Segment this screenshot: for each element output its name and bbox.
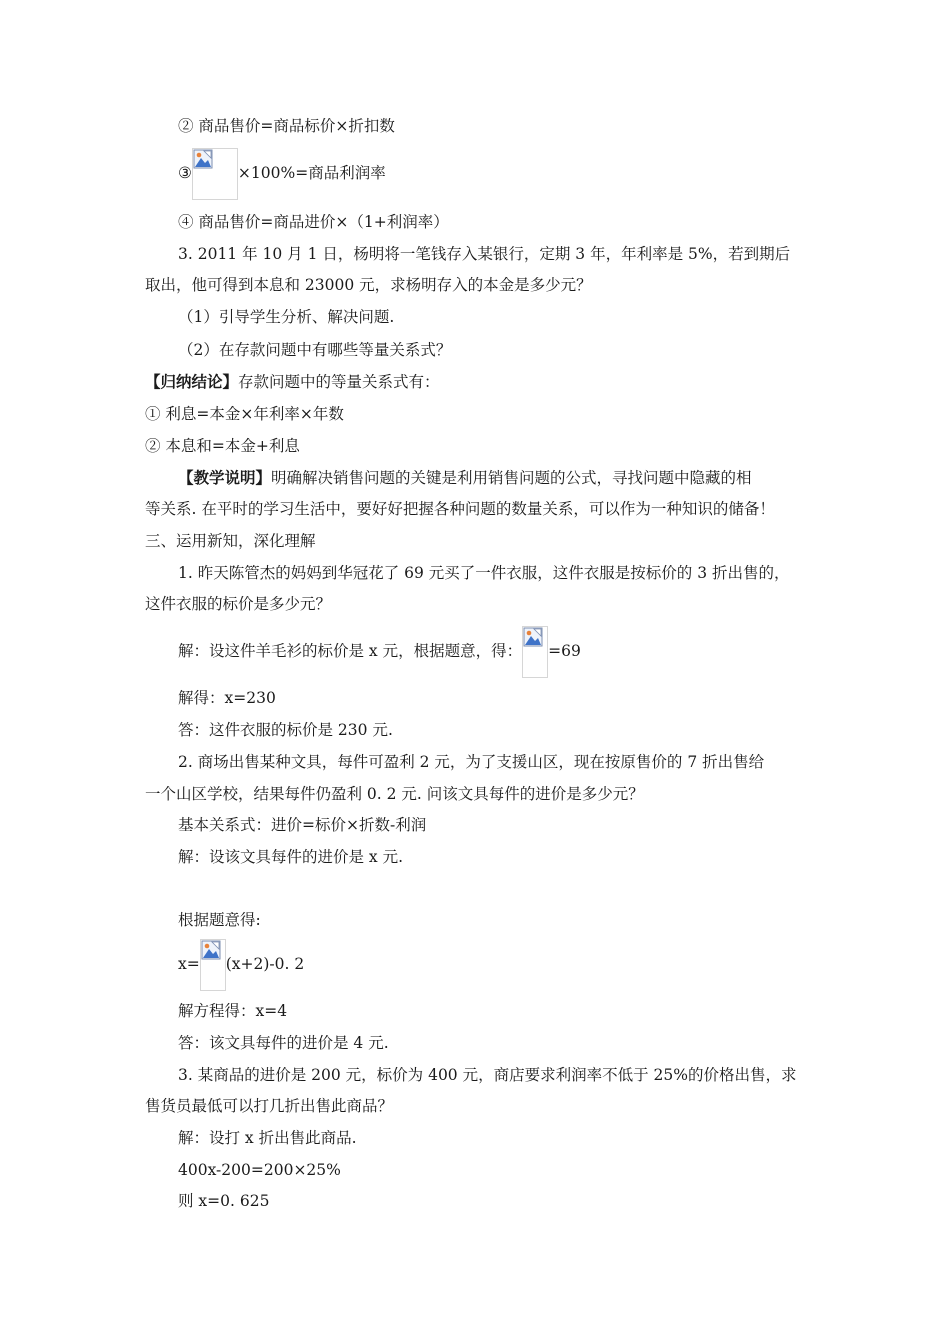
teaching-note-line-1 [178, 468, 752, 488]
conclusion-text: 存款问题中的等量关系式有： [238, 373, 440, 391]
formula-image [200, 939, 226, 991]
teaching-note-tag: 【教学说明】 [178, 468, 272, 487]
exercise-2-equation-intro: 根据题意得: [178, 911, 261, 929]
broken-image-icon [201, 940, 221, 960]
exercise-1-result: 解得：x=230 [178, 689, 276, 707]
problem-3-line-2: 取出，他可得到本息和 23000 元，求杨明存入的本金是多少元？ [145, 276, 592, 294]
exercise-1-answer: 答：这件衣服的标价是 230 元. [178, 721, 393, 739]
formula-image [192, 148, 238, 200]
teaching-note-line-2: 等关系. 在平时的学习生活中，要好好把握各种问题的数量关系，可以作为一种知识的储备！ [145, 500, 775, 518]
solution-equals: =69 [548, 642, 581, 660]
formula-interest: ① 利息=本金×年利率×年数 [145, 405, 344, 423]
equation-rhs: (x+2)-0. 2 [225, 955, 305, 973]
formula-image [522, 626, 548, 678]
exercise-1-line-1: 1. 昨天陈管杰的妈妈到华冠花了 69 元买了一件衣服，这件衣服是按标价的 3 折出售的， [178, 564, 790, 582]
formula-sale-price: ② 商品售价=商品标价×折扣数 [178, 117, 395, 135]
formula-sale-price-cost: ④ 商品售价=商品进价×（1+利润率） [178, 213, 449, 231]
conclusion-tag: 【归纳结论】 [145, 372, 239, 391]
exercise-2-line-1: 2. 商场出售某种文具，每件可盈利 2 元，为了支援山区，现在按原售价的 7 折出售给 [178, 753, 765, 771]
exercise-2-equation [178, 938, 304, 991]
conclusion-heading [145, 372, 440, 392]
formula-principal-interest: ② 本息和=本金+利息 [145, 437, 300, 455]
exercise-2-relation: 基本关系式：进价=标价×折数-利润 [178, 816, 427, 834]
exercise-1-line-2: 这件衣服的标价是多少元？ [145, 595, 332, 613]
circled-number: ③ [178, 164, 192, 182]
exercise-2-answer: 答：该文具每件的进价是 4 元. [178, 1034, 389, 1052]
exercise-2-result: 解方程得：x=4 [178, 1002, 288, 1020]
guide-item-1: （1）引导学生分析、解决问题. [178, 308, 395, 326]
exercise-3-line-2: 售货员最低可以打几折出售此商品？ [145, 1097, 394, 1115]
exercise-2-line-2: 一个山区学校，结果每件仍盈利 0. 2 元. 问该文具每件的进价是多少元？ [145, 785, 644, 803]
exercise-2-solution: 解：设该文具每件的进价是 x 元. [178, 848, 404, 866]
exercise-3-solution: 解：设打 x 折出售此商品. [178, 1129, 357, 1147]
solution-text: 解：设这件羊毛衫的标价是 x 元，根据题意，得： [178, 642, 523, 660]
formula-profit-rate [178, 147, 386, 200]
teaching-note-text: 明确解决销售问题的关键是利用销售问题的公式，寻找问题中隐藏的相 [271, 469, 752, 487]
problem-3-line-1: 3. 2011 年 10 月 1 日，杨明将一笔钱存入某银行，定期 3 年，年利率是 5%，若到期后 [178, 245, 791, 263]
guide-item-2: （2）在存款问题中有哪些等量关系式？ [178, 341, 452, 359]
broken-image-icon [193, 149, 213, 169]
section-heading: 三、运用新知，深化理解 [145, 532, 316, 550]
exercise-3-equation: 400x-200=200×25% [178, 1161, 341, 1179]
broken-image-icon [523, 627, 543, 647]
exercise-1-solution [178, 625, 581, 678]
exercise-3-line-1: 3. 某商品的进价是 200 元，标价为 400 元，商店要求利润率不低于 25%的价格出售，求 [178, 1066, 797, 1084]
exercise-3-result: 则 x=0. 625 [178, 1192, 270, 1210]
formula-text: ×100%=商品利润率 [237, 164, 386, 182]
equation-lhs: x= [178, 955, 200, 973]
